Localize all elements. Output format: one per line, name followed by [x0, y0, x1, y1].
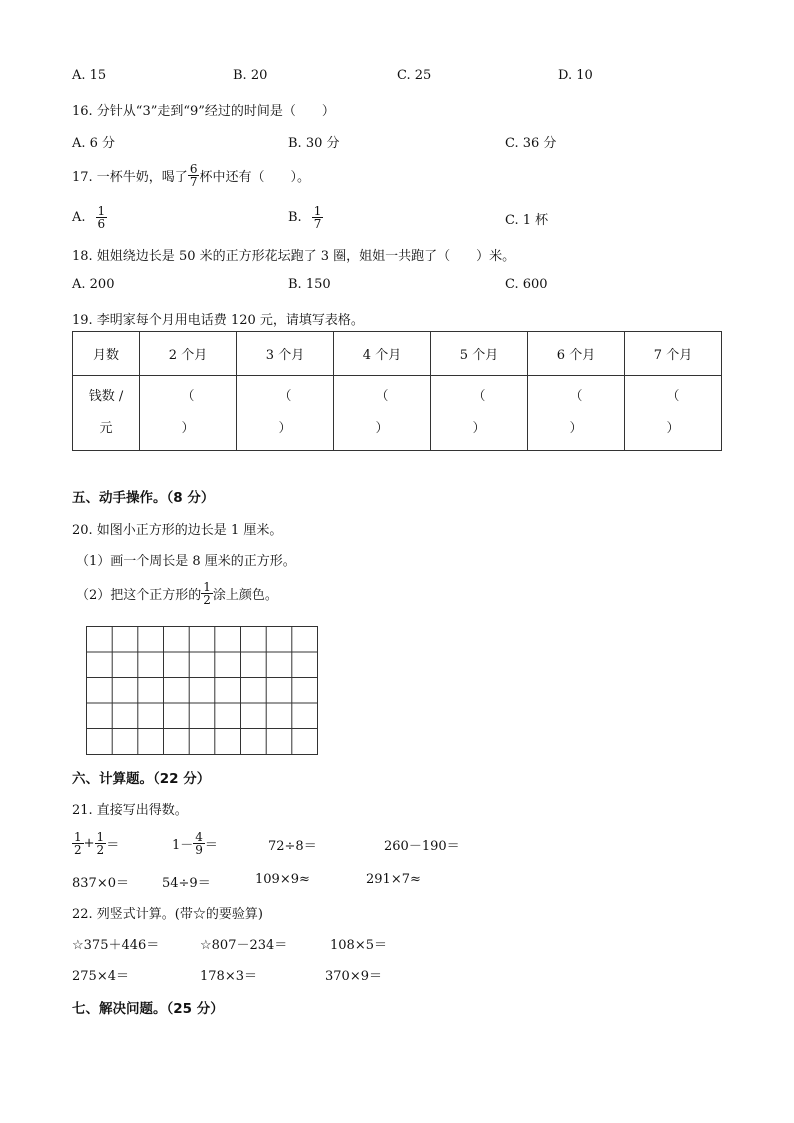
q17-question [72, 156, 310, 194]
paren-open: （ [569, 389, 583, 404]
drawing-grid[interactable] [86, 626, 318, 755]
q22-item: 275×4＝ [72, 969, 129, 984]
q19-header-cell: 5 个月 [431, 332, 528, 376]
q20-sub2-prefix: （2）把这个正方形的 [76, 587, 202, 603]
q21-e1-frac-1 [72, 831, 84, 856]
paren-close: ） [181, 421, 195, 436]
section6-title: 六、计算题。（22 分） [72, 771, 211, 787]
q21-e1-num1: 1 [74, 829, 82, 844]
q20-sub2 [76, 575, 278, 611]
q22-question: 22. 列竖式计算。(带☆的要验算) [72, 907, 263, 922]
q18-option-c: C. 600 [505, 277, 548, 292]
q19-row-label-line2: 元 [99, 421, 113, 436]
q19-answer-cell[interactable] [237, 376, 334, 451]
q17-option-b-num: 1 [313, 203, 322, 218]
q17-option-b-den: 7 [313, 216, 322, 231]
q21-e1-op: + [83, 835, 95, 851]
paren-open: （ [278, 389, 292, 404]
q21-e2-den: 9 [195, 842, 203, 857]
q21-question: 21. 直接写出得数。 [72, 803, 188, 818]
paren-open: （ [666, 389, 680, 404]
q21-expr-7: 109×9≈ [255, 872, 310, 887]
q21-expr-4: 260－190＝ [384, 839, 460, 854]
q22-item: ☆375＋446＝ [72, 938, 160, 953]
q19-answer-cell[interactable] [528, 376, 625, 451]
q16-option-c: C. 36 分 [505, 136, 557, 151]
q17-fraction [188, 163, 200, 188]
paren-open: （ [375, 389, 389, 404]
paren-close: ） [375, 421, 389, 436]
q17-option-b-fraction [312, 205, 324, 230]
q21-expr-2 [172, 824, 218, 862]
q21-expr-6: 54÷9＝ [162, 876, 211, 891]
q17-option-c: C. 1 杯 [505, 213, 549, 228]
q21-expr-8: 291×7≈ [366, 872, 421, 887]
q21-e1-den1: 2 [74, 842, 82, 857]
q18-option-b: B. 150 [288, 277, 331, 292]
q21-expr-1 [72, 824, 119, 862]
q15-option-b: B. 20 [233, 68, 268, 83]
q17-option-a [72, 198, 107, 236]
q20-sub2-den: 2 [203, 592, 211, 607]
q17-prefix: 17. 一杯牛奶，喝了 [72, 169, 188, 185]
q16-option-b: B. 30 分 [288, 136, 340, 151]
q19-table [72, 331, 722, 451]
paren-close: ） [569, 421, 583, 436]
q16-option-a: A. 6 分 [72, 136, 116, 151]
q18-question: 18. 姐姐绕边长是 50 米的正方形花坛跑了 3 圈，姐姐一共跑了（ ）米。 [72, 249, 516, 264]
paren-close: ） [666, 421, 680, 436]
q22-item: 108×5＝ [330, 938, 387, 953]
q19-answer-cell[interactable] [625, 376, 722, 451]
q17-frac-den: 7 [189, 174, 198, 189]
q19-row-label [73, 376, 140, 451]
drawing-grid-svg[interactable] [86, 626, 318, 755]
section7-title: 七、解决问题。（25 分） [72, 1001, 224, 1017]
q19-header-cell: 4 个月 [334, 332, 431, 376]
q21-e1-den2: 2 [96, 842, 105, 857]
q19-header-cell: 7 个月 [625, 332, 722, 376]
q21-e1-eq: ＝ [106, 837, 120, 853]
q19-header-cell: 3 个月 [237, 332, 334, 376]
q19-answer-cell[interactable] [431, 376, 528, 451]
q15-option-c: C. 25 [397, 68, 432, 83]
q17-option-b [288, 198, 323, 236]
q15-option-d: D. 10 [558, 68, 593, 83]
q19-header-cell: 月数 [73, 332, 140, 376]
q21-e2-pre: 1－ [172, 837, 194, 853]
q20-sub2-suffix: 涂上颜色。 [212, 587, 278, 603]
q19-question: 19. 李明家每个月用电话费 120 元，请填写表格。 [72, 313, 364, 328]
paren-open: （ [181, 389, 195, 404]
section5-title: 五、动手操作。（8 分） [72, 490, 215, 506]
q22-item: ☆807－234＝ [200, 938, 288, 953]
q21-e2-frac [193, 831, 205, 856]
q17-option-b-label: B. [288, 209, 302, 225]
q20-sub2-fraction [201, 581, 213, 606]
q19-answer-row [73, 376, 722, 451]
q19-answer-cell[interactable] [334, 376, 431, 451]
paren-close: ） [278, 421, 292, 436]
q20-question: 20. 如图小正方形的边长是 1 厘米。 [72, 523, 283, 538]
q19-row-label-line1: 钱数 / [88, 389, 124, 404]
q17-option-a-fraction [96, 205, 108, 230]
q22-item: 370×9＝ [325, 969, 382, 984]
q22-item: 178×3＝ [200, 969, 257, 984]
q19-header-row [73, 332, 722, 376]
paren-close: ） [472, 421, 486, 436]
q16-question: 16. 分针从“3”走到“9”经过的时间是（ ） [72, 104, 335, 119]
paren-open: （ [472, 389, 486, 404]
q19-header-cell: 6 个月 [528, 332, 625, 376]
q20-sub2-num: 1 [203, 579, 211, 594]
q20-sub1: （1）画一个周长是 8 厘米的正方形。 [76, 554, 296, 569]
q17-option-a-num: 1 [97, 203, 106, 218]
q21-e2-eq: ＝ [204, 837, 218, 853]
q21-expr-3: 72÷8＝ [268, 839, 317, 854]
q21-e2-num: 4 [195, 829, 203, 844]
q21-expr-5: 837×0＝ [72, 876, 129, 891]
q19-header-cell: 2 个月 [140, 332, 237, 376]
q19-answer-cell[interactable] [140, 376, 237, 451]
q18-option-a: A. 200 [72, 277, 115, 292]
q17-frac-num: 6 [189, 161, 198, 176]
q17-option-a-den: 6 [97, 216, 106, 231]
q17-option-a-label: A. [72, 209, 86, 225]
q21-e1-frac-2 [95, 831, 107, 856]
q17-suffix: 杯中还有（ ）。 [199, 169, 310, 185]
q15-option-a: A. 15 [72, 68, 107, 83]
q21-e1-num2: 1 [96, 829, 105, 844]
